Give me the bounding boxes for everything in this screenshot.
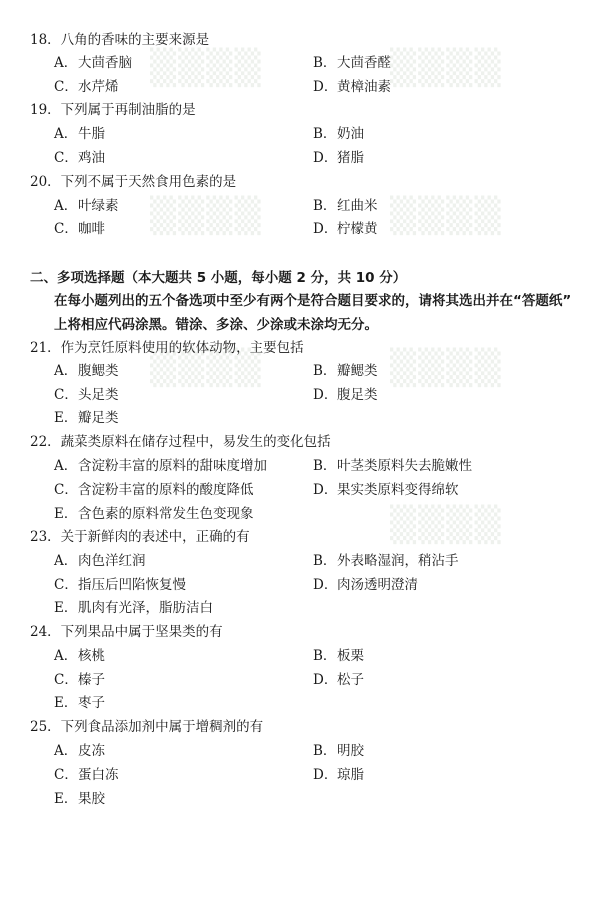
question-24-stem: 24．下列果品中属于坚果类的有: [30, 624, 223, 640]
question-20-option-b: B．红曲米: [313, 198, 378, 214]
question-23-stem: 23．关于新鲜肉的表述中，正确的有: [30, 529, 250, 545]
question-18-option-c: C．水芹烯: [54, 79, 119, 95]
question-19-stem: 19．下列属于再制油脂的是: [30, 102, 196, 118]
question-20-option-c: C．咖啡: [54, 221, 105, 237]
question-22-option-a: A．含淀粉丰富的原料的甜味度增加: [54, 458, 267, 474]
question-20-stem: 20．下列不属于天然食用色素的是: [30, 174, 237, 190]
question-25-option-b: B．明胶: [313, 743, 364, 759]
question-18-option-a: A．大茴香脑: [54, 55, 132, 71]
question-22-option-c: C．含淀粉丰富的原料的酸度降低: [54, 482, 254, 498]
question-23-option-b: B．外表略湿润，稍沾手: [313, 553, 459, 569]
question-21-option-d: D．腹足类: [313, 387, 378, 403]
question-18-stem: 18．八角的香味的主要来源是: [30, 32, 210, 48]
question-25-option-c: C．蛋白冻: [54, 767, 119, 783]
watermark: ▒▒▒▒: [150, 196, 263, 236]
question-23-option-a: A．肉色洋红润: [54, 553, 146, 569]
question-23-option-c: C．指压后凹陷恢复慢: [54, 577, 186, 593]
question-18-option-b: B．大茴香醛: [313, 55, 391, 71]
question-20-option-a: A．叶绿素: [54, 198, 119, 214]
question-24-option-d: D．松子: [313, 672, 364, 688]
question-21-stem: 21．作为烹饪原料使用的软体动物，主要包括: [30, 340, 304, 356]
section-instruction: 在每小题列出的五个备选项中至少有两个是符合题目要求的，请将其选出并在“答题纸”: [54, 293, 572, 309]
question-25-option-a: A．皮冻: [54, 743, 105, 759]
question-25-option-e: E．果胶: [54, 791, 105, 807]
watermark: ▒▒▒▒: [150, 348, 263, 388]
question-21-option-a: A．腹鳃类: [54, 363, 119, 379]
question-25-option-d: D．琼脂: [313, 767, 364, 783]
watermark: ▒▒▒▒: [150, 48, 263, 88]
question-24-option-c: C．榛子: [54, 672, 105, 688]
watermark: ▒▒▒▒: [390, 48, 503, 88]
question-24-option-e: E．枣子: [54, 695, 105, 711]
question-23-option-e: E．肌肉有光泽，脂肪洁白: [54, 600, 213, 616]
question-24-option-a: A．核桃: [54, 648, 105, 664]
question-22-option-d: D．果实类原料变得绵软: [313, 482, 459, 498]
question-22-stem: 22．蔬菜类原料在储存过程中，易发生的变化包括: [30, 434, 331, 450]
question-24-option-b: B．板栗: [313, 648, 364, 664]
section-instruction: 上将相应代码涂黑。错涂、多涂、少涂或未涂均无分。: [54, 317, 378, 333]
watermark: ▒▒▒▒: [390, 348, 503, 388]
question-18-option-d: D．黄樟油素: [313, 79, 391, 95]
watermark: ▒▒▒▒: [390, 196, 503, 236]
question-21-option-c: C．头足类: [54, 387, 119, 403]
question-21-option-b: B．瓣鳃类: [313, 363, 378, 379]
question-23-option-d: D．肉汤透明澄清: [313, 577, 418, 593]
question-19-option-a: A．牛脂: [54, 126, 105, 142]
question-20-option-d: D．柠檬黄: [313, 221, 378, 237]
section-heading: 二、多项选择题（本大题共 5 小题，每小题 2 分，共 10 分）: [30, 270, 407, 286]
question-22-option-b: B．叶茎类原料失去脆嫩性: [313, 458, 472, 474]
question-22-option-e: E．含色素的原料常发生色变现象: [54, 506, 254, 522]
question-21-option-e: E．瓣足类: [54, 410, 119, 426]
watermark: ▒▒▒▒: [390, 505, 503, 545]
question-25-stem: 25．下列食品添加剂中属于增稠剂的有: [30, 719, 264, 735]
question-19-option-d: D．猪脂: [313, 150, 364, 166]
question-19-option-b: B．奶油: [313, 126, 364, 142]
question-19-option-c: C．鸡油: [54, 150, 105, 166]
